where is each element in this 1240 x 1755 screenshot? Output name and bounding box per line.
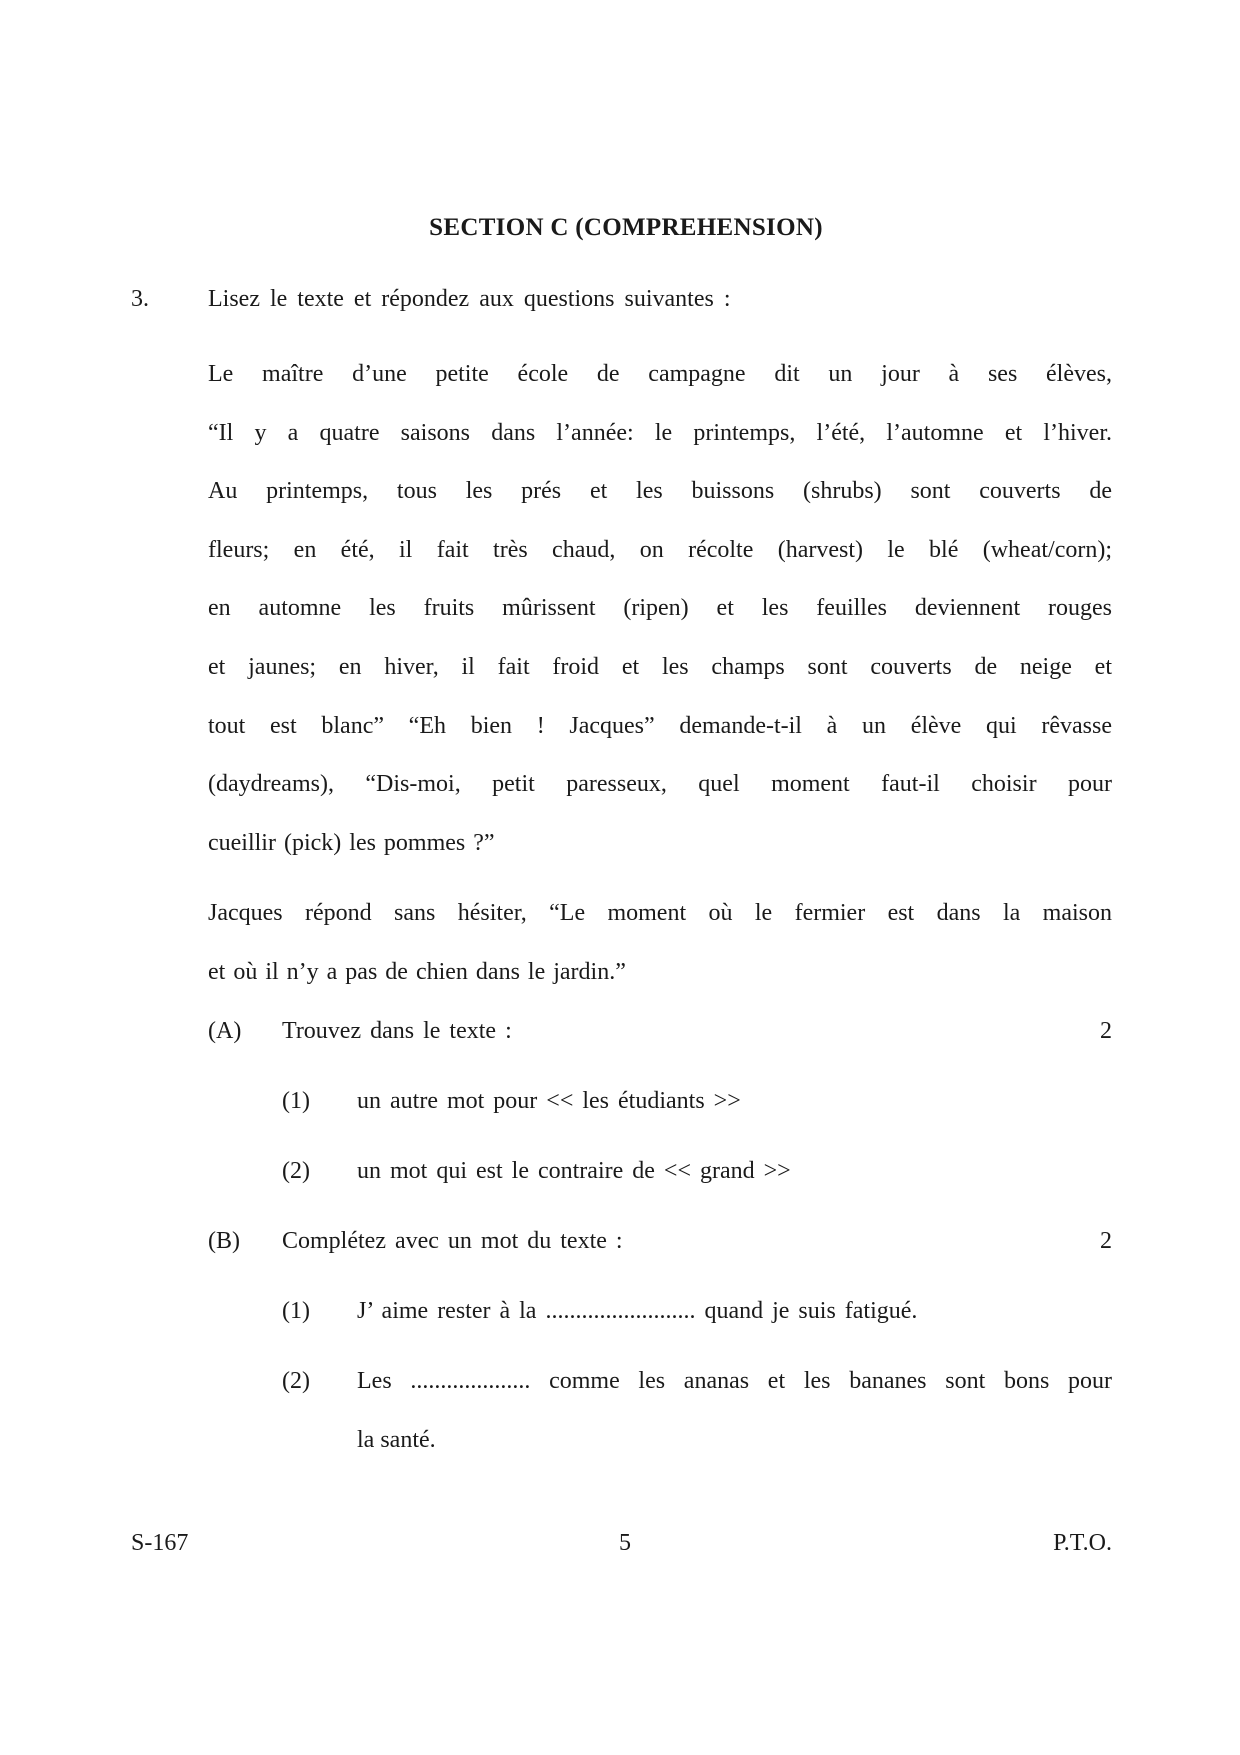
passage-paragraph-2 — [208, 884, 1112, 1001]
question-number: 3. — [131, 286, 149, 312]
passage-line: “Il y a quatre saisons dans l’année: le printemps, l’été, l’automne et l’hiver. — [208, 419, 1112, 446]
passage-line: et où il n’y a pas de chien dans le jardin.” — [208, 958, 626, 985]
part-b-item-2-text-line1: Les .................... comme les ananas et les bananes sont bons pour — [357, 1368, 1112, 1394]
part-a-item-2-label: (2) — [282, 1158, 310, 1184]
pto-note: P.T.O. — [1053, 1530, 1112, 1556]
part-b-label: (B) — [208, 1228, 240, 1254]
passage-line: fleurs; en été, il fait très chaud, on récolte (harvest) le blé (wheat/corn); — [208, 536, 1112, 563]
part-a-instruction: Trouvez dans le texte : — [282, 1018, 512, 1044]
question-instruction: Lisez le texte et répondez aux questions suivantes : — [208, 286, 731, 312]
part-a-item-1-label: (1) — [282, 1088, 310, 1114]
passage-line: tout est blanc” “Eh bien ! Jacques” demande-t-il à un élève qui rêvasse — [208, 712, 1112, 739]
part-b-item-2-label: (2) — [282, 1368, 310, 1394]
part-b-item-2-text-line2: la santé. — [357, 1427, 436, 1453]
passage-line: cueillir (pick) les pommes ?” — [208, 829, 495, 856]
passage-line: Au printemps, tous les prés et les buissons (shrubs) sont couverts de — [208, 478, 1112, 505]
part-a-item-2-text: un mot qui est le contraire de << grand >> — [357, 1158, 791, 1184]
section-title: SECTION C (COMPREHENSION) — [429, 214, 823, 241]
part-a-marks: 2 — [1100, 1018, 1112, 1044]
part-a-item-1-text: un autre mot pour << les étudiants >> — [357, 1088, 741, 1114]
passage-line: Jacques répond sans hésiter, “Le moment où le fermier est dans la maison — [208, 900, 1112, 926]
part-b-instruction: Complétez avec un mot du texte : — [282, 1228, 623, 1254]
paper-code: S-167 — [131, 1530, 189, 1556]
part-b-item-1-label: (1) — [282, 1298, 310, 1324]
page-number: 5 — [619, 1530, 631, 1556]
passage-line: en automne les fruits mûrissent (ripen) et les feuilles deviennent rouges — [208, 595, 1112, 622]
passage-line: et jaunes; en hiver, il fait froid et les champs sont couverts de neige et — [208, 653, 1112, 680]
part-a-label: (A) — [208, 1018, 242, 1044]
passage-paragraph-1 — [208, 345, 1112, 872]
passage-line: Le maître d’une petite école de campagne dit un jour à ses élèves, — [208, 361, 1112, 387]
passage-line: (daydreams), “Dis-moi, petit paresseux, quel moment faut-il choisir pour — [208, 771, 1112, 798]
part-b-marks: 2 — [1100, 1228, 1112, 1254]
part-b-item-1-text: J’ aime rester à la ......................... quand je suis fatigué. — [357, 1298, 918, 1324]
